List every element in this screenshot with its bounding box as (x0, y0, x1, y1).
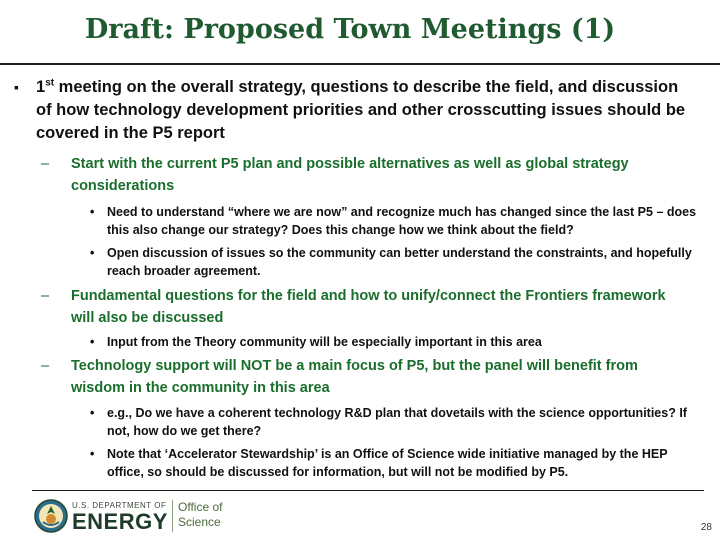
office-line-2: Science (178, 515, 221, 529)
bullet-level3 (90, 445, 707, 481)
sub3-text: Technology support will NOT be a main focus of P5, but the panel will benefit from wisdom in the community in this area (71, 358, 638, 396)
page-number: 28 (700, 522, 712, 533)
sub2-text: Fundamental questions for the field and how to unify/connect the Frontiers framework will also be discussed (71, 288, 666, 326)
bullet-level3 (90, 203, 707, 239)
office-of-science-label (178, 500, 222, 530)
sub1-item-1: Need to understand “where we are now” and recognize much has changed since the last P5 – does this also change our strategy? Does this change how we think about the field? (107, 205, 697, 237)
sub3-item-1: e.g., Do we have a coherent technology R&D plan that dovetails with the science opportunities? If not, how do we get there? (107, 406, 687, 438)
bullet1-text: meeting on the overall strategy, questions to describe the field, and discussion of how technology development priorities and other crosscutting issues should be covered in the P5 report (36, 78, 686, 142)
sub1-text: Start with the current P5 plan and possible alternatives as well as global strategy considerations (71, 156, 629, 194)
bullet-level1 (14, 76, 686, 145)
logo-divider (172, 500, 173, 532)
dash-bullet-icon: – (41, 156, 50, 172)
dot-bullet-icon: • (90, 246, 95, 260)
doe-department-label: U.S. DEPARTMENT OF (72, 501, 167, 510)
sub3-item-2: Note that ‘Accelerator Stewardship’ is an Office of Science wide initiative managed by the HEP office, so should be discussed for information, but will not be modified by P5. (107, 447, 668, 479)
dash-bullet-icon: – (41, 288, 50, 304)
dash-bullet-icon: – (41, 358, 50, 374)
square-bullet-icon: ▪ (14, 79, 19, 95)
dot-bullet-icon: • (90, 335, 95, 349)
sub1-item-2: Open discussion of issues so the community can better understand the constraints, and hopefully reach broader agreement. (107, 246, 692, 278)
bullet1-ordinal: 1 (36, 78, 46, 96)
bullet-level2 (41, 356, 691, 399)
slide-title: Draft: Proposed Town Meetings (1) (84, 14, 616, 45)
footer-divider (32, 490, 704, 491)
title-divider (0, 63, 720, 65)
bullet-level3 (90, 404, 707, 440)
sub2-item-1: Input from the Theory community will be especially important in this area (107, 335, 542, 349)
bullet-level2 (41, 286, 691, 329)
bullet-level2 (41, 154, 691, 197)
doe-seal-icon (34, 499, 68, 533)
dot-bullet-icon: • (90, 205, 95, 219)
bullet1-ordinal-suffix: st (45, 77, 55, 89)
dot-bullet-icon: • (90, 447, 95, 461)
doe-energy-wordmark: ENERGY (72, 509, 168, 534)
bullet-level3 (90, 333, 707, 351)
bullet-level3 (90, 244, 707, 280)
dot-bullet-icon: • (90, 406, 95, 420)
doe-office-of-science-logo (34, 497, 244, 535)
office-line-1: Office of (178, 500, 223, 514)
